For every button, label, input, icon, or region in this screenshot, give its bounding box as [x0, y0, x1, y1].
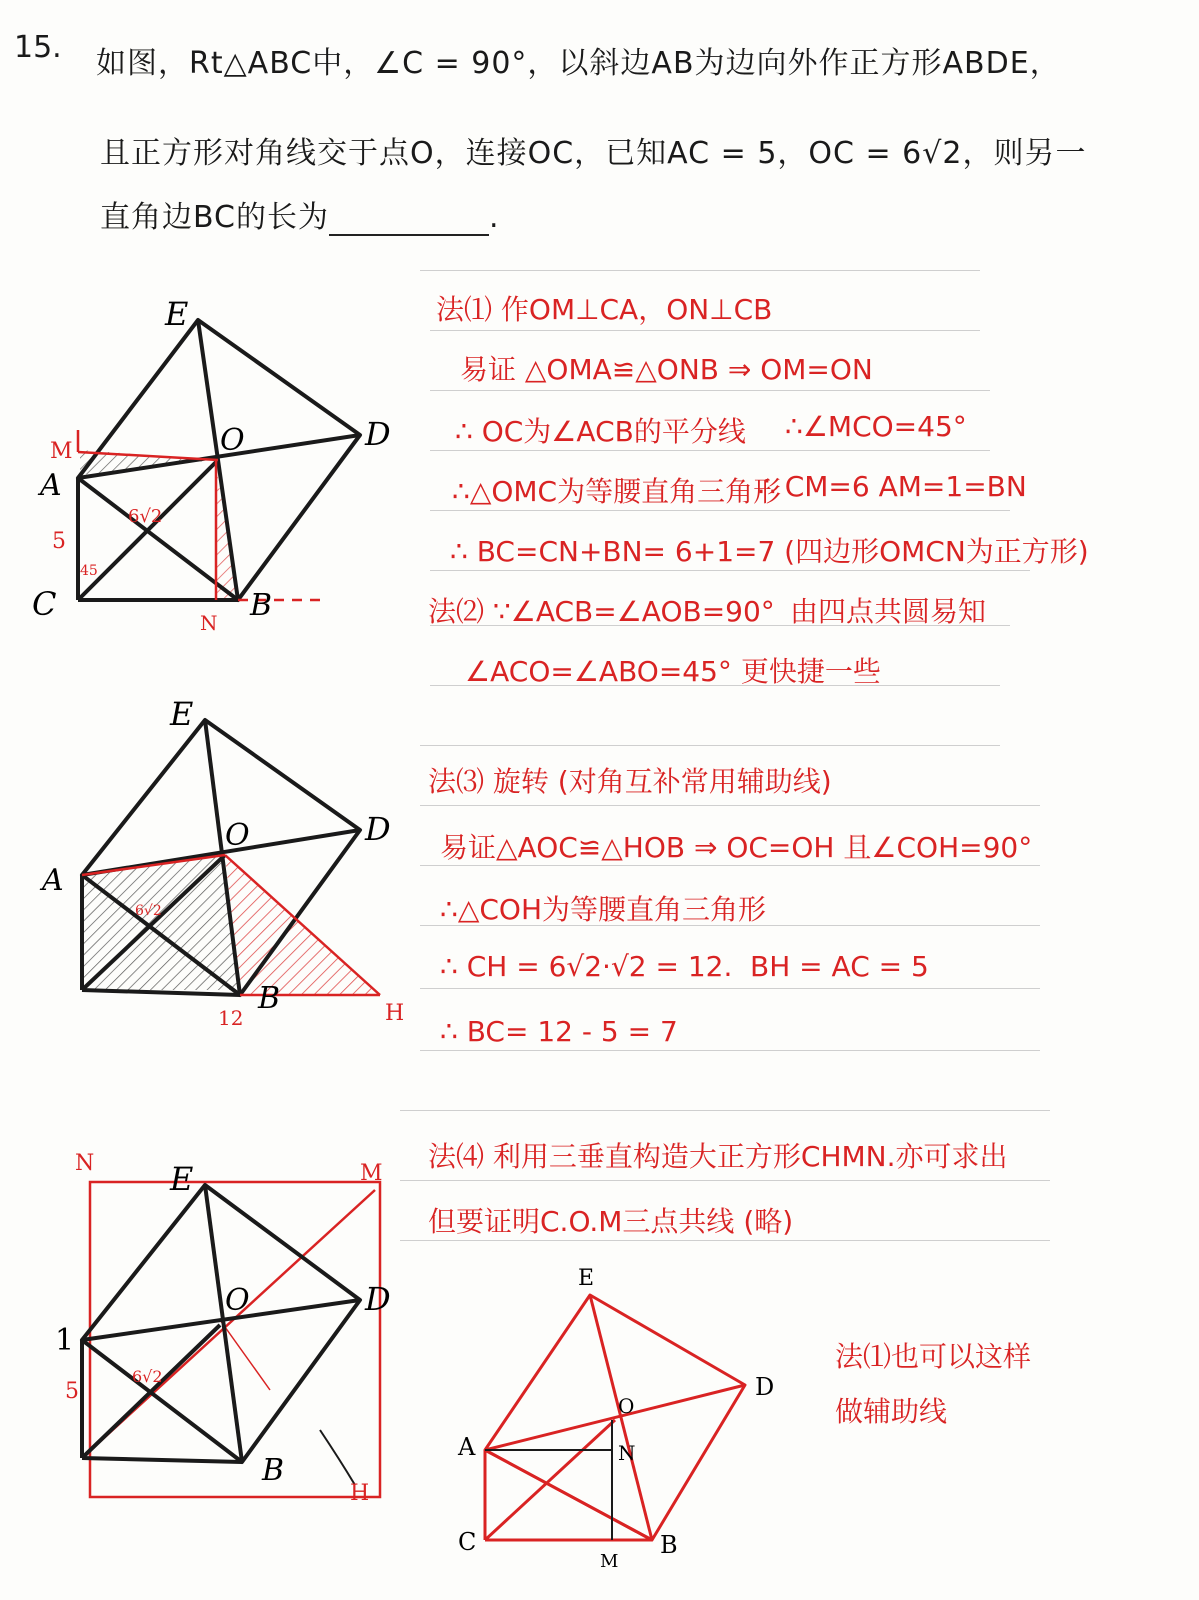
method3-line2: 易证△AOC≌△HOB ⇒ OC=OH 且∠COH=90°: [440, 831, 1033, 864]
label-O: O: [220, 423, 245, 458]
label-D: D: [755, 1373, 775, 1401]
figure-method-3: [20, 690, 420, 1040]
rule-line: [430, 570, 1030, 571]
label-E: E: [578, 1266, 595, 1291]
label-ac-5: 5: [52, 529, 66, 554]
label-B: B: [258, 981, 281, 1016]
question-line-3-suffix: .: [489, 200, 500, 235]
method3-line4b: BH = AC = 5: [750, 950, 929, 983]
label-1: 1: [55, 1323, 75, 1358]
method2-line2: ∠ACO=∠ABO=45° 更快捷一些: [465, 655, 881, 688]
label-O: O: [225, 1283, 250, 1318]
answer-blank: [329, 208, 489, 236]
rule-line: [400, 1240, 1050, 1241]
label-O: O: [225, 818, 250, 853]
figure-method-4: [20, 1140, 420, 1520]
rule-line: [430, 390, 990, 391]
method2-line1a: 法⑵ ∵∠ACB=∠AOB=90°: [428, 595, 775, 628]
label-N: N: [75, 1151, 95, 1176]
label-M: M: [50, 439, 73, 464]
method5-line2: 做辅助线: [835, 1395, 948, 1428]
label-N: N: [200, 611, 218, 635]
method1-line5: ∴ BC=CN+BN= 6+1=7 (四边形OMCN为正方形): [450, 535, 1089, 568]
rule-line: [420, 745, 1000, 746]
label-N: N: [618, 1441, 636, 1465]
rule-line: [420, 270, 980, 271]
method1-line1: 法⑴ 作OM⊥CA，ON⊥CB: [436, 293, 773, 326]
label-H: H: [350, 1481, 370, 1506]
label-B: B: [262, 1453, 285, 1488]
label-C: C: [32, 585, 57, 623]
method3-line1: 法⑶ 旋转 (对角互补常用辅助线): [428, 765, 832, 798]
method5-line1: 法⑴也可以这样: [835, 1340, 1032, 1373]
rule-line: [430, 450, 990, 451]
label-45: 45: [80, 563, 98, 579]
rule-line: [400, 1180, 1050, 1181]
label-E: E: [170, 1160, 194, 1198]
rule-line: [400, 1110, 1050, 1111]
label-D: D: [365, 1280, 391, 1318]
label-12: 12: [218, 1006, 244, 1030]
method2-line1b: 由四点共圆易知: [790, 595, 987, 628]
label-O: O: [618, 1394, 635, 1418]
method4-line2: 但要证明C.O.M三点共线 (略): [428, 1205, 794, 1238]
question-number: 15.: [14, 30, 62, 65]
label-D: D: [365, 415, 391, 453]
label-ac-5: 5: [65, 1379, 79, 1404]
label-E: E: [165, 295, 189, 333]
method3-line4a: ∴ CH = 6√2·√2 = 12.: [440, 950, 733, 983]
label-M: M: [360, 1161, 383, 1186]
label-C: C: [458, 1528, 477, 1556]
method4-line1: 法⑷ 利用三垂直构造大正方形CHMN.亦可求出: [428, 1140, 1008, 1173]
label-H: H: [385, 1001, 405, 1026]
figure-method-1: [20, 280, 400, 640]
method1-line3a: ∴ OC为∠ACB的平分线: [455, 415, 746, 448]
label-A: A: [42, 863, 64, 898]
label-D: D: [365, 810, 391, 848]
method1-line4b: ∴ CM=6 AM=1=BN: [758, 470, 1027, 503]
label-A: A: [458, 1433, 476, 1461]
label-oc: 6√2: [132, 1367, 163, 1386]
label-B: B: [660, 1531, 678, 1559]
rule-line: [430, 330, 980, 331]
rule-line: [420, 988, 1040, 989]
label-oc: 6√2: [135, 903, 162, 919]
label-A: A: [40, 468, 62, 503]
method3-line3: ∴△COH为等腰直角三角形: [440, 893, 766, 926]
question-line-3-prefix: 直角边BC的长为: [100, 200, 330, 235]
question-line-2: 且正方形对角线交于点O，连接OC，已知AC = 5，OC = 6√2，则另一: [100, 136, 1087, 171]
figure-method-1-alt: [440, 1255, 800, 1600]
rule-line: [420, 805, 1040, 806]
method1-line2: 易证 △OMA≌△ONB ⇒ OM=ON: [460, 353, 873, 386]
label-E: E: [170, 695, 194, 733]
label-M: M: [600, 1551, 619, 1572]
label-oc: 6√2: [128, 506, 163, 527]
label-B: B: [250, 588, 273, 623]
question-line-1: 如图，Rt△ABC中，∠C = 90°，以斜边AB为边向外作正方形ABDE，: [96, 46, 1061, 81]
rule-line: [430, 510, 1010, 511]
method3-line5: ∴ BC= 12 - 5 = 7: [440, 1015, 678, 1048]
method1-line4a: ∴△OMC为等腰直角三角形: [452, 475, 782, 508]
question-line-3: [100, 192, 500, 236]
method1-line3b: ∴∠MCO=45°: [785, 410, 967, 443]
rule-line: [420, 1050, 1040, 1051]
